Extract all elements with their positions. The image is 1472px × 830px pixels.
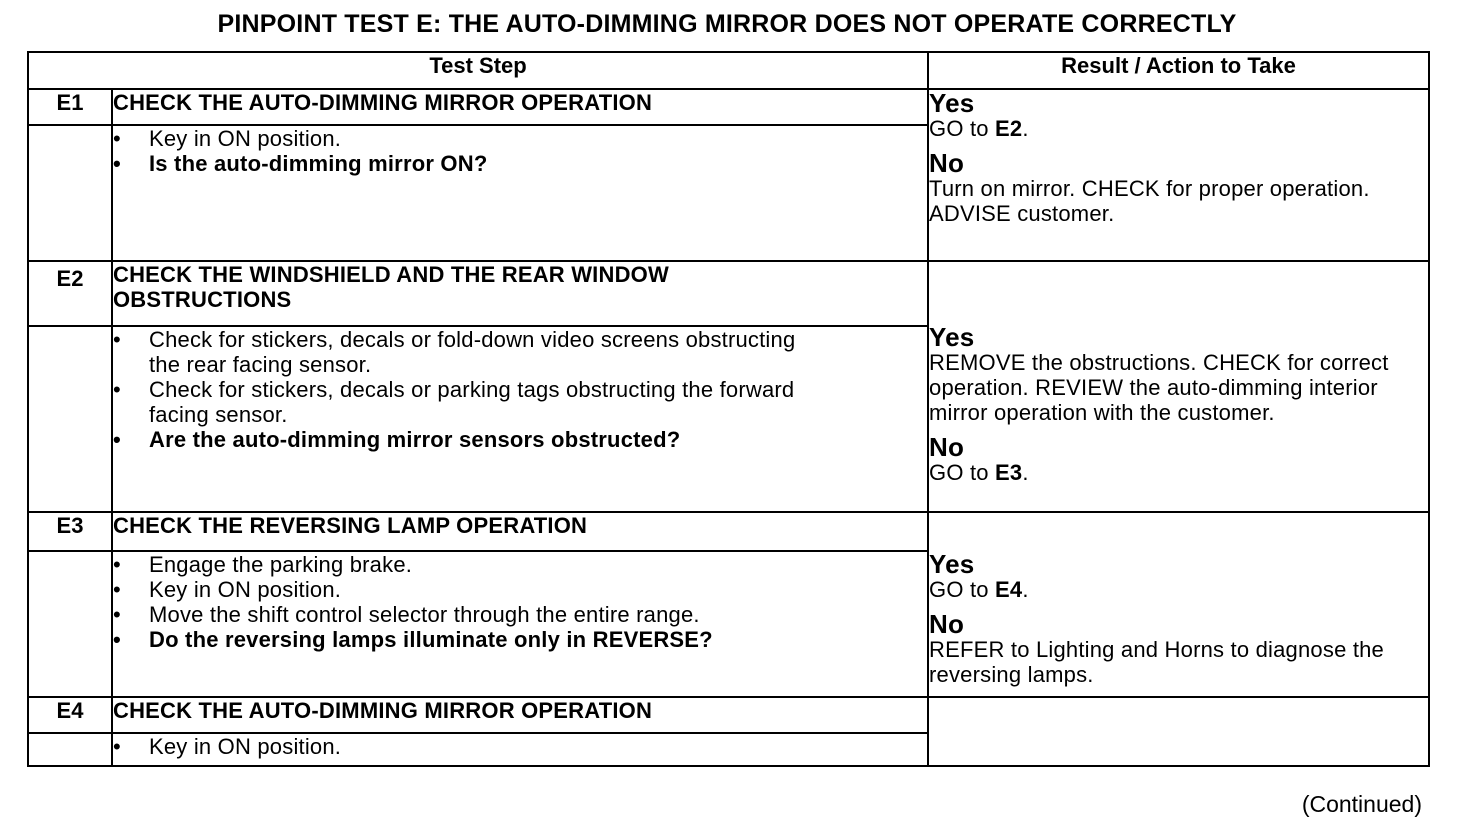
- list-item: • Key in ON position.: [113, 734, 342, 759]
- list-item: • Key in ON position.: [113, 576, 342, 602]
- pinpoint-test-table: [27, 51, 1430, 767]
- step-e4-result: [928, 697, 1429, 766]
- list-item: • Check for stickers, decals or parking tags obstructing the forward facing sensor.: [113, 377, 795, 427]
- page-title: PINPOINT TEST E: THE AUTO-DIMMING MIRROR DOES NOT OPERATE CORRECTLY: [217, 10, 1237, 38]
- yes-label: Yes: [929, 549, 975, 579]
- step-ref: E3: [995, 460, 1023, 485]
- list-item: • Engage the parking brake.: [113, 551, 413, 577]
- step-e2-title-row: [28, 261, 1429, 326]
- yes-label: Yes: [929, 322, 975, 352]
- no-block: [929, 611, 1428, 687]
- step-e3-body: [112, 551, 928, 697]
- no-action: GO to E3.: [929, 460, 1029, 485]
- step-id: E1: [28, 89, 112, 125]
- test-step-header: Test Step: [28, 52, 928, 89]
- yes-action: REMOVE the obstructions. CHECK for correct operation. REVIEW the auto-dimming interior mirror operation with the customer.: [929, 350, 1389, 425]
- step-id: E2: [28, 261, 112, 326]
- step-ref: E2: [995, 116, 1023, 141]
- step-e4-body: [112, 733, 928, 766]
- step-title: CHECK THE AUTO-DIMMING MIRROR OPERATION: [112, 89, 928, 125]
- no-label: No: [929, 148, 965, 178]
- list-item: • Key in ON position.: [113, 126, 342, 151]
- no-label: No: [929, 609, 965, 639]
- yes-label: Yes: [929, 88, 975, 118]
- no-block: [929, 150, 1428, 226]
- no-block: [929, 434, 1428, 485]
- step-e3-result: [928, 512, 1429, 697]
- list-item: • Is the auto-dimming mirror ON?: [113, 151, 488, 176]
- step-e2-body: [112, 326, 928, 512]
- no-action: REFER to Lighting and Horns to diagnose the reversing lamps.: [929, 637, 1384, 687]
- step-e2-result: [928, 261, 1429, 512]
- step-title: CHECK THE AUTO-DIMMING MIRROR OPERATION: [112, 697, 928, 733]
- no-label: No: [929, 432, 965, 462]
- yes-action: GO to E4.: [929, 577, 1029, 602]
- step-bullet-list: [113, 552, 927, 652]
- list-item: • Check for stickers, decals or fold-down video screens obstructing the rear facing sensor.: [113, 327, 796, 377]
- no-action: Turn on mirror. CHECK for proper operation. ADVISE customer.: [929, 176, 1370, 226]
- step-e1-result: [928, 89, 1429, 261]
- step-title: CHECK THE REVERSING LAMP OPERATION: [112, 512, 928, 551]
- continued-label: (Continued): [1301, 791, 1422, 817]
- yes-block: [929, 90, 1428, 141]
- step-e1-body: [112, 125, 928, 261]
- table-header-row: [28, 52, 1429, 89]
- step-id: E4: [28, 697, 112, 733]
- yes-action: GO to E2.: [929, 116, 1029, 141]
- result-header: Result / Action to Take: [928, 52, 1429, 89]
- step-e3-title-row: [28, 512, 1429, 551]
- step-title: CHECK THE WINDSHIELD AND THE REAR WINDOW OBSTRUCTIONS: [112, 261, 928, 326]
- step-ref: E4: [995, 577, 1023, 602]
- step-e4-title-row: [28, 697, 1429, 733]
- step-bullet-list: [113, 126, 927, 176]
- list-item: • Do the reversing lamps illuminate only in REVERSE?: [113, 626, 713, 652]
- yes-block: [929, 324, 1428, 425]
- step-id: E3: [28, 512, 112, 551]
- step-bullet-list: [113, 734, 927, 759]
- step-e1-title-row: [28, 89, 1429, 125]
- yes-block: [929, 551, 1428, 602]
- list-item: • Are the auto-dimming mirror sensors obstructed?: [113, 427, 681, 452]
- list-item: • Move the shift control selector through the entire range.: [113, 601, 700, 627]
- step-bullet-list: [113, 327, 927, 452]
